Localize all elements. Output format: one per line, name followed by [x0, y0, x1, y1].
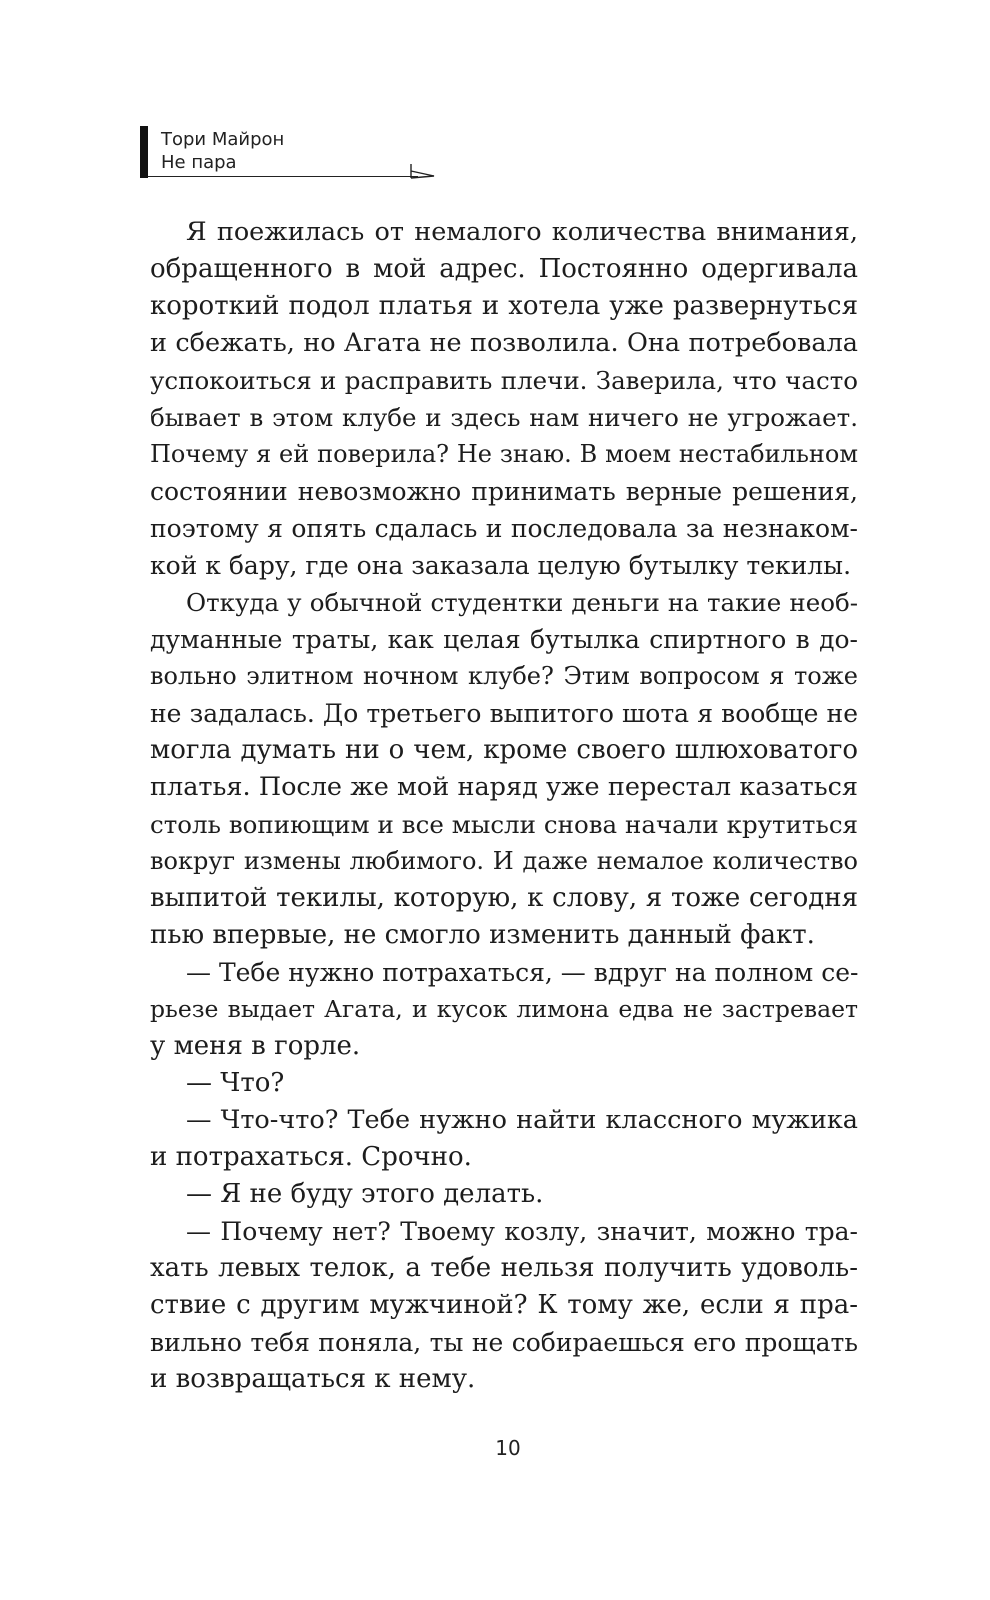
text-line: рьезе выдает Агата, и кусок лимона едва не застревает — [150, 995, 858, 1023]
text-line: могла думать ни о чем, кроме своего шлюховатого — [150, 735, 858, 765]
header-author: Тори Майрон — [161, 129, 285, 150]
text-line: — Я не буду этого делать. — [186, 1179, 544, 1209]
text-line: вольно элитном ночном клубе? Этим вопросом я тоже — [150, 662, 858, 690]
text-line: и возвращаться к нему. — [150, 1364, 476, 1394]
text-line: хать левых телок, а тебе нельзя получить удоволь- — [150, 1253, 858, 1283]
text-line: не задалась. До третьего выпитого шота я вообще не — [150, 699, 858, 728]
text-line: бывает в этом клубе и здесь нам ничего не угрожает. — [150, 403, 858, 432]
text-line: думанные траты, как целая бутылка спиртного в до- — [150, 625, 858, 654]
text-line: — Что? — [186, 1068, 285, 1098]
text-line: вокруг измены любимого. И даже немалое количество — [150, 847, 858, 875]
text-line: ствие с другим мужчиной? К тому же, если я пра- — [150, 1290, 858, 1320]
text-line: у меня в горле. — [150, 1031, 361, 1061]
text-line: Почему я ей поверила? Не знаю. В моем нестабильном — [150, 440, 858, 468]
header-flag-icon — [410, 163, 436, 179]
text-line: вильно тебя поняла, ты не собираешься его прощать — [150, 1328, 858, 1357]
text-line: — Почему нет? Твоему козлу, значит, можно тра- — [186, 1217, 858, 1246]
text-line: поэтому я опять сдалась и последовала за незнаком- — [150, 514, 858, 543]
page-number: 10 — [495, 1436, 521, 1460]
text-line: обращенного в мой адрес. Постоянно одергивала — [150, 254, 858, 284]
text-line: — Что-что? Тебе нужно найти классного мужика — [186, 1105, 858, 1135]
text-line: и сбежать, но Агата не позволила. Она потребовала — [150, 328, 858, 358]
text-line: кой к бару, где она заказала целую бутылку текилы. — [150, 551, 852, 580]
text-line: и потрахаться. Срочно. — [150, 1142, 472, 1172]
running-header — [140, 126, 440, 178]
text-line: столь вопиющим и все мысли снова начали крутиться — [150, 810, 858, 839]
text-line: короткий подол платья и хотела уже развернуться — [150, 291, 858, 321]
text-line: состоянии невозможно принимать верные решения, — [150, 477, 858, 506]
text-line: Я поежилась от немалого количества внимания, — [186, 217, 858, 247]
text-line: пью впервые, не смогло изменить данный факт. — [150, 920, 815, 950]
text-line: выпитой текилы, которую, к слову, я тоже сегодня — [150, 883, 858, 913]
body-text — [150, 214, 858, 1398]
text-line: успокоиться и расправить плечи. Заверила, что часто — [150, 366, 858, 395]
text-line: — Тебе нужно потрахаться, — вдруг на полном се- — [186, 958, 859, 987]
text-line: платья. После же мой наряд уже перестал казаться — [150, 772, 858, 802]
header-bar — [140, 126, 148, 178]
text-line: Откуда у обычной студентки деньги на такие необ- — [186, 588, 858, 617]
header-rule — [148, 176, 418, 177]
header-title: Не пара — [161, 152, 237, 173]
